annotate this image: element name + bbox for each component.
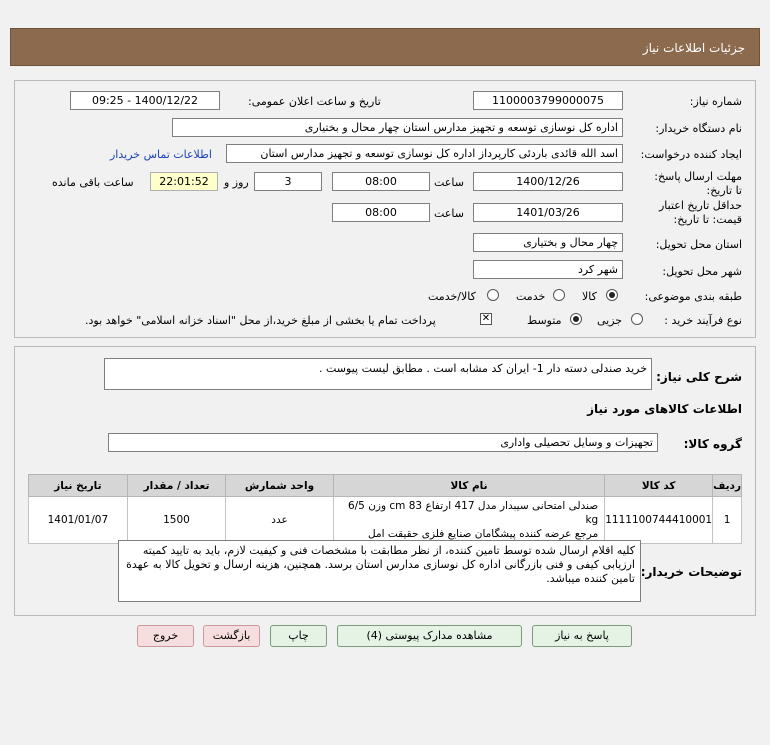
validity-time-label: ساعت [434, 207, 464, 220]
province-field: چهار محال و بختیاری [473, 233, 623, 252]
process-minor-radio[interactable] [631, 313, 643, 325]
summary-label: شرح کلی نیاز: [656, 370, 742, 384]
process-minor-label: جزیی [597, 314, 623, 327]
category-both-label: کالا/خدمت [428, 290, 476, 303]
days-field: 3 [254, 172, 322, 191]
row-index: 1 [713, 497, 742, 544]
category-service-radio[interactable] [553, 289, 565, 301]
validity-date-field: 1401/03/26 [473, 203, 623, 222]
row-name-line1: صندلی امتحانی سیبدار مدل 417 ارتفاع 83 cm وزن 6/5 kg [347, 500, 599, 526]
reply-deadline-label: مهلت ارسال پاسخ: تا تاریخ: [654, 170, 742, 197]
row-code: 1111100744410001 [605, 497, 713, 544]
col-index-header: ردیف [713, 475, 742, 497]
process-medium-label: متوسط [527, 314, 562, 327]
announce-field: 1400/12/22 - 09:25 [70, 91, 220, 110]
row-name-line2: مرجع عرضه کننده پیشگامان صنایع فلزی حقیقت امل [368, 528, 599, 540]
page-header [10, 28, 760, 66]
row-name [333, 497, 604, 544]
city-label: شهر محل تحویل: [662, 265, 742, 278]
remaining-time-field: 22:01:52 [150, 172, 218, 191]
process-medium-radio[interactable] [570, 313, 582, 325]
goods-group-label: گروه کالا: [683, 437, 742, 451]
remaining-label: ساعت باقی مانده [52, 176, 134, 189]
summary-field: خرید صندلی دسته دار 1- ایران کد مشابه است . مطابق لیست پیوست . [104, 358, 652, 390]
notes-field: کلیه اقلام ارسال شده توسط تامین کننده، از نظر مطابقت با مشخصات فنی و کیفیت لازم، باید به تایید کمیته ارزیابی کیفی و فنی بازرگانی اداره کل نوسازی مدارس استان برسد. همچنین، هزینه ارسال و تحویل کالا به عهدة تامین کننده میباشد. [118, 540, 641, 602]
category-label: طبقه بندی موضوعی: [644, 290, 742, 303]
days-label: روز و [224, 176, 249, 189]
buyer-org-field: اداره کل نوسازی توسعه و تجهیز مدارس استان چهار محال و بختیاری [172, 118, 623, 137]
buyer-contact-link[interactable]: اطلاعات تماس خریدار [110, 148, 212, 161]
province-label: استان محل تحویل: [655, 238, 742, 251]
process-label: نوع فرآیند خرید : [664, 314, 742, 327]
reply-time-field: 08:00 [332, 172, 430, 191]
row-quantity: 1500 [127, 497, 226, 544]
treasury-payment-checkbox[interactable]: ✕ [481, 313, 491, 324]
reply-date-field: 1400/12/26 [473, 172, 623, 191]
creator-label: ایجاد کننده درخواست: [640, 148, 742, 161]
category-goods-label: کالا [582, 290, 597, 303]
validity-label: حداقل تاریخ اعتبار قیمت: تا تاریخ: [658, 199, 742, 226]
exit-button[interactable]: خروج [137, 625, 194, 647]
category-service-label: خدمت [516, 290, 546, 303]
validity-time-field: 08:00 [332, 203, 430, 222]
row-unit: عدد [226, 497, 334, 544]
view-attachments-button[interactable]: مشاهده مدارک پیوستی (4) [337, 625, 522, 647]
need-number-field: 1100003799000075 [473, 91, 623, 110]
notes-label: توضیحات خریدار: [640, 565, 742, 579]
need-number-label: شماره نیاز: [689, 95, 742, 108]
treasury-payment-note: پرداخت تمام یا بخشی از مبلغ خرید،از محل "اسناد خزانه اسلامی" خواهد بود. [85, 314, 436, 327]
reply-button[interactable]: پاسخ به نیاز [532, 625, 632, 647]
announce-label: تاریخ و ساعت اعلان عمومی: [248, 95, 381, 108]
table-row [29, 497, 742, 544]
goods-table [28, 474, 742, 544]
back-button[interactable]: بازگشت [203, 625, 260, 647]
page-title: جزئیات اطلاعات نیاز [642, 41, 745, 55]
col-unit-header: واحد شمارش [226, 475, 334, 497]
row-date: 1401/01/07 [29, 497, 128, 544]
print-button[interactable]: چاپ [270, 625, 327, 647]
category-goods-radio[interactable] [606, 289, 618, 301]
col-code-header: کد کالا [605, 475, 713, 497]
col-date-header: تاریخ نیاز [29, 475, 128, 497]
col-quantity-header: تعداد / مقدار [127, 475, 226, 497]
creator-field: اسد الله قائدی باردئی کارپرداز اداره کل نوسازی توسعه و تجهیز مدارس استان [226, 144, 623, 163]
city-field: شهر کرد [473, 260, 623, 279]
col-name-header: نام کالا [333, 475, 604, 497]
buyer-org-label: نام دستگاه خریدار: [655, 122, 742, 135]
goods-section-title: اطلاعات کالاهای مورد نیاز [587, 402, 742, 416]
reply-time-label: ساعت [434, 176, 464, 189]
goods-group-field: تجهیزات و وسایل تحصیلی واداری [108, 433, 658, 452]
category-both-radio[interactable] [487, 289, 499, 301]
